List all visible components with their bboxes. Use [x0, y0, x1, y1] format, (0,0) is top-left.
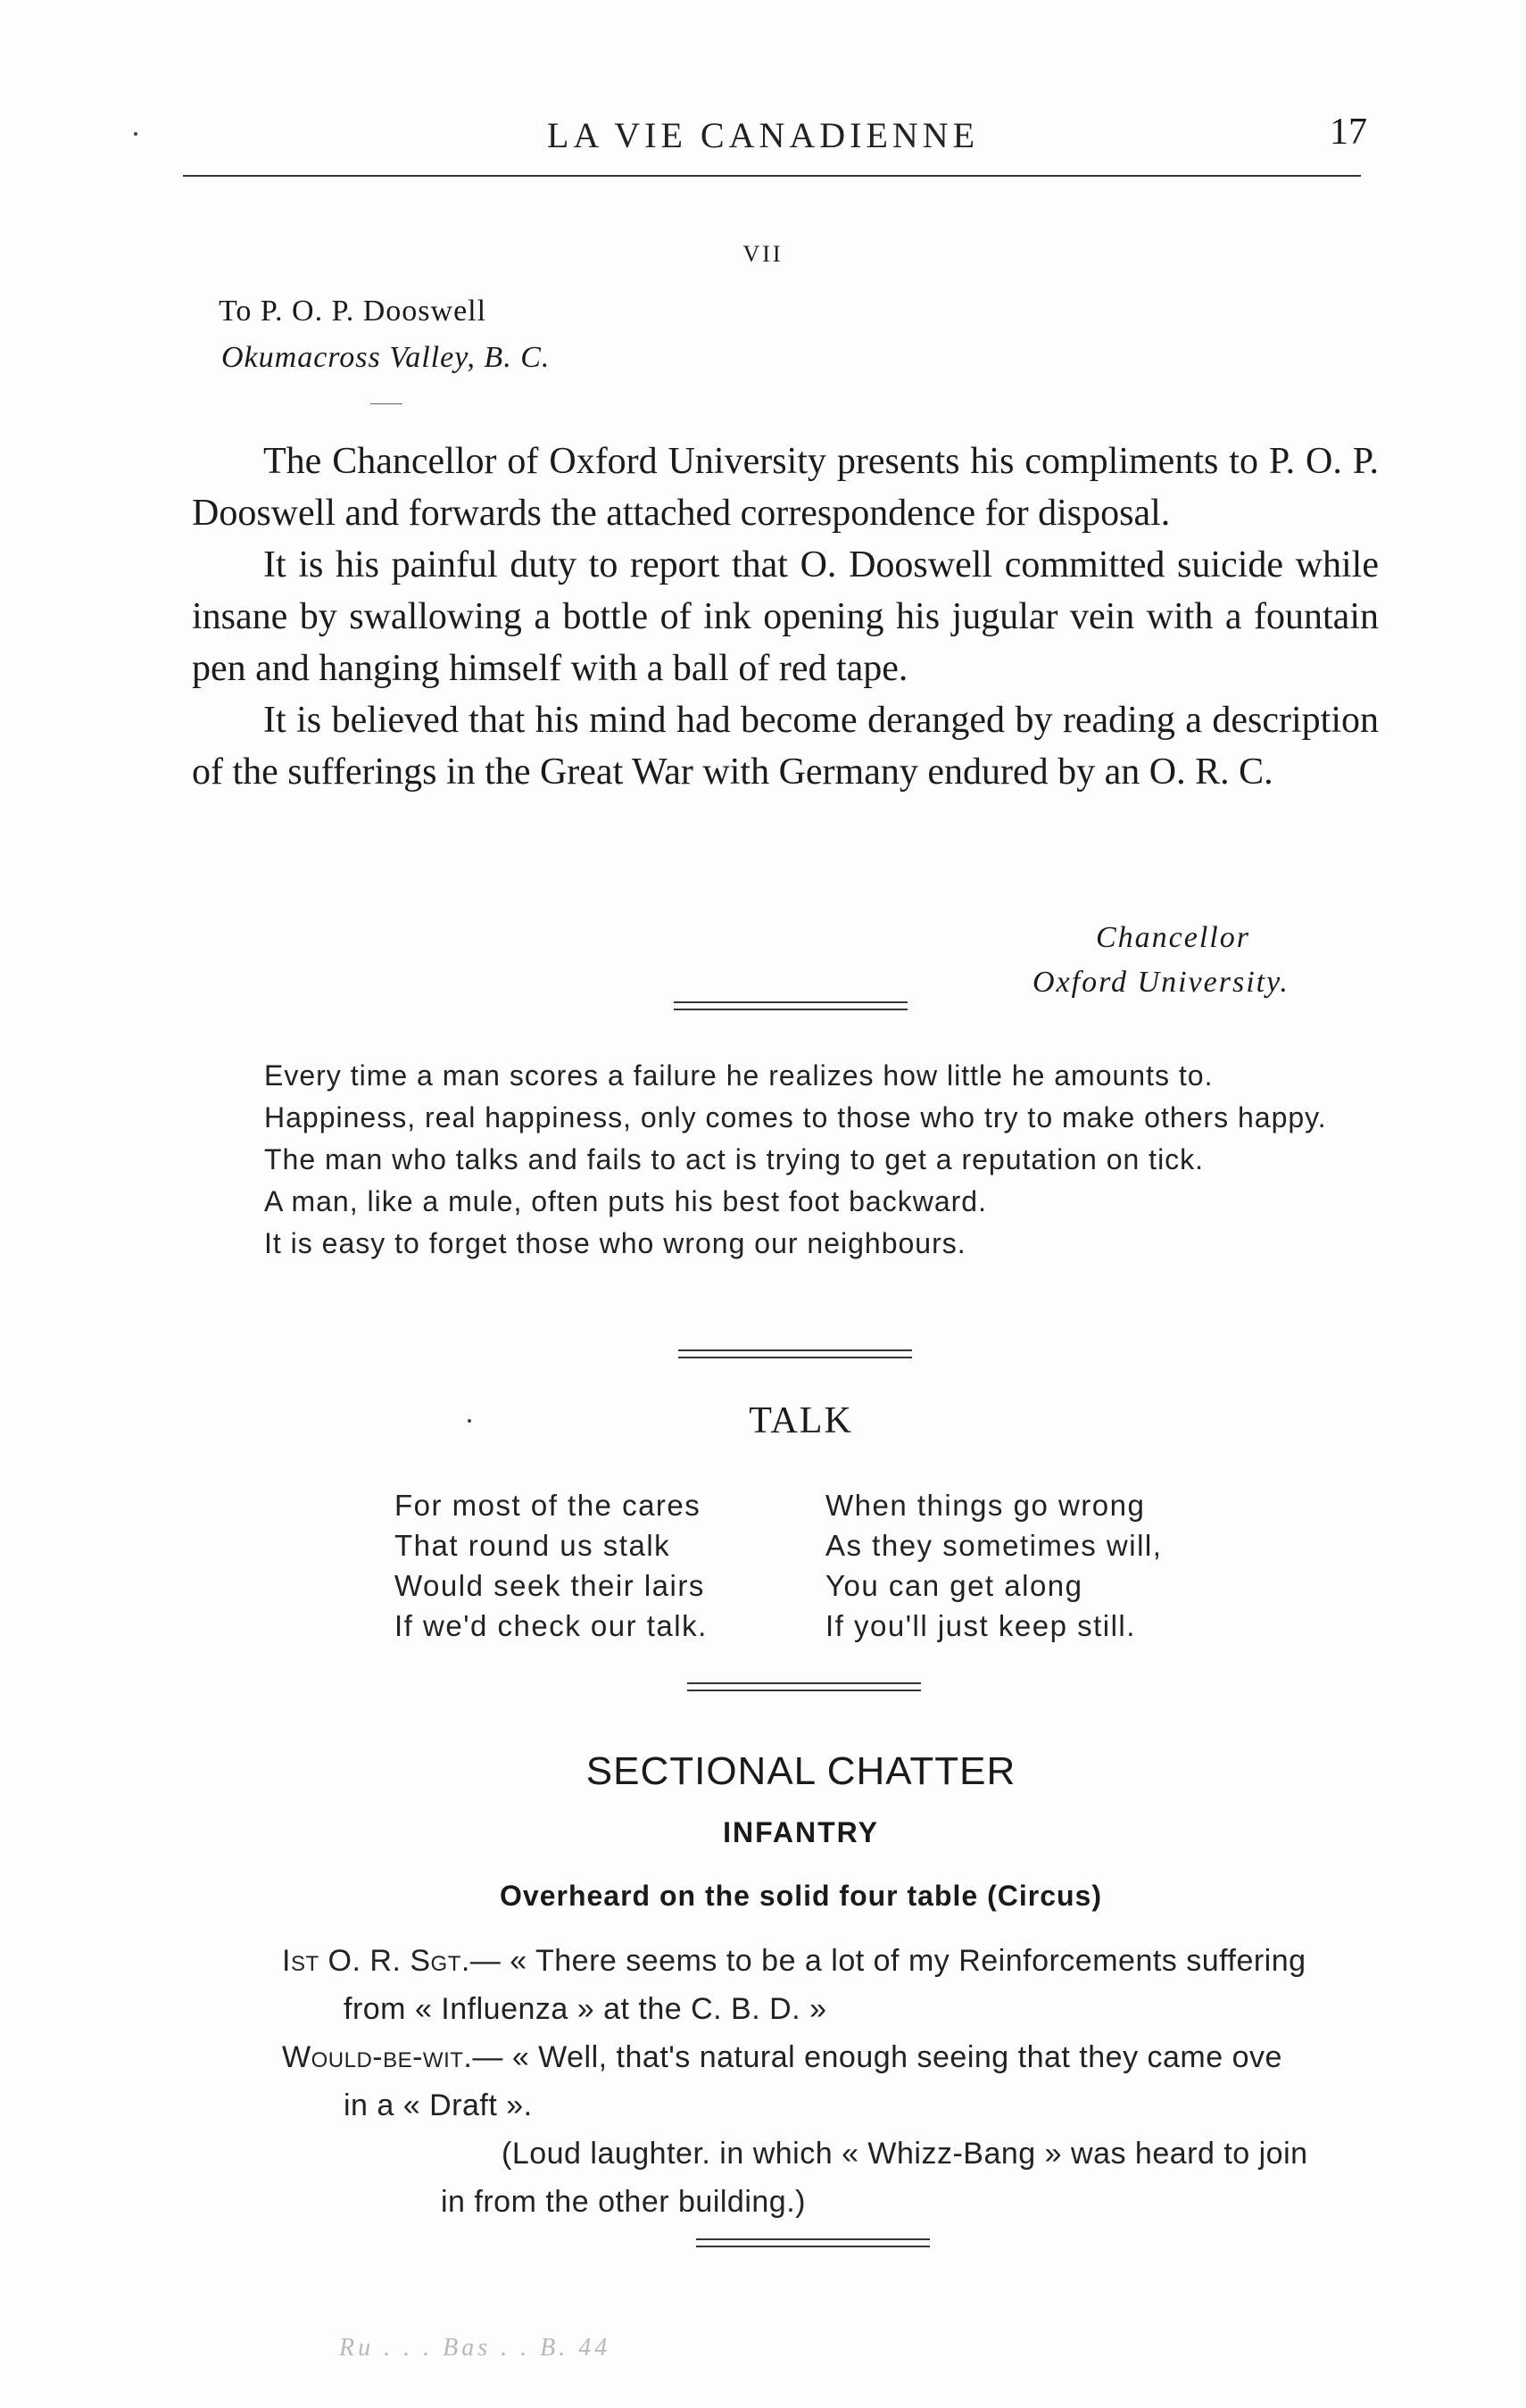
saying: The man who talks and fails to act is trying to get a reputation on tick.: [264, 1143, 1205, 1175]
speaker-name: Would-be-wit.—: [282, 2040, 503, 2074]
letter-paragraph: The Chancellor of Oxford University presents his compliments to P. O. P. Dooswell and forwards the attached correspondence for disposal.: [192, 441, 1379, 534]
speaker-name: Ist O. R. Sgt.—: [282, 1944, 502, 1978]
double-rule-divider: [674, 1001, 908, 1010]
double-rule-divider: [687, 1682, 921, 1691]
letter-paragraph: It is his painful duty to report that O. Dooswell committed suicide while insane by swallowing a bottle of ink opening his jugular vein with a fountain pen and hanging himself with a ball of red tape.: [192, 544, 1379, 689]
letter-address-location: Okumacross Valley, B. C.: [221, 341, 551, 374]
letter-addressee: To P. O. P. Dooswell: [219, 295, 487, 328]
section-title: SECTIONAL CHATTER: [585, 1749, 1016, 1793]
header-rule: [183, 175, 1361, 177]
page-number: 17: [1330, 112, 1367, 153]
poem-line: If you'll just keep still.: [825, 1609, 1136, 1642]
double-rule-divider: [678, 1349, 912, 1358]
section-subtitle: INFANTRY: [723, 1816, 879, 1848]
poem-title: TALK: [749, 1400, 853, 1441]
poem-line: When things go wrong: [825, 1489, 1146, 1522]
ink-speck: [134, 132, 137, 136]
poem-line: Would seek their lairs: [394, 1569, 705, 1602]
double-rule-divider: [696, 2238, 930, 2247]
saying: Every time a man scores a failure he realizes how little he amounts to.: [264, 1059, 1214, 1092]
poem-line: That round us stalk: [394, 1529, 671, 1562]
dialogue-continuation: from « Influenza » at the C. B. D. »: [344, 1992, 827, 2026]
letter-body: [192, 436, 1379, 798]
saying: A man, like a mule, often puts his best foot backward.: [264, 1185, 987, 1217]
section-heading: Overheard on the solid four table (Circus): [500, 1880, 1102, 1912]
saying: Happiness, real happiness, only comes to those who try to make others happy.: [264, 1101, 1327, 1133]
stage-direction: (Loud laughter. in which « Whizz-Bang » was heard to join: [502, 2137, 1308, 2171]
dialogue-continuation: in a « Draft ».: [344, 2088, 533, 2122]
page-header-title: LA VIE CANADIENNE: [546, 115, 980, 155]
dialogue-text: « Well, that's natural enough seeing that they came ove: [511, 2040, 1282, 2074]
signature-institution: Oxford University.: [1033, 966, 1290, 999]
poem-line: You can get along: [825, 1569, 1083, 1602]
signature-title: Chancellor: [1096, 921, 1250, 954]
dialogue-line: [282, 1937, 1306, 1985]
dialogue-line: [282, 2033, 1282, 2081]
poem-left-column: [394, 1485, 708, 1646]
sayings-block: [198, 1055, 1349, 1265]
poem-line: If we'd check our talk.: [394, 1609, 708, 1642]
poem-line: For most of the cares: [394, 1489, 701, 1522]
poem-right-column: [825, 1485, 1162, 1646]
letter-paragraph: It is believed that his mind had become deranged by reading a description of the sufferings in the Great War with Germany endured by an O. R. C.: [192, 700, 1379, 793]
poem-line: As they sometimes will,: [825, 1529, 1163, 1562]
section-number: VII: [742, 241, 784, 267]
dialogue-text: « There seems to be a lot of my Reinforcements suffering: [510, 1944, 1306, 1978]
separator-dash: [370, 403, 402, 404]
saying: It is easy to forget those who wrong our neighbours.: [264, 1227, 966, 1259]
stage-direction: in from the other building.): [441, 2185, 806, 2219]
faint-footer-mark: Ru . . . Bas . . B. 44: [339, 2334, 611, 2362]
